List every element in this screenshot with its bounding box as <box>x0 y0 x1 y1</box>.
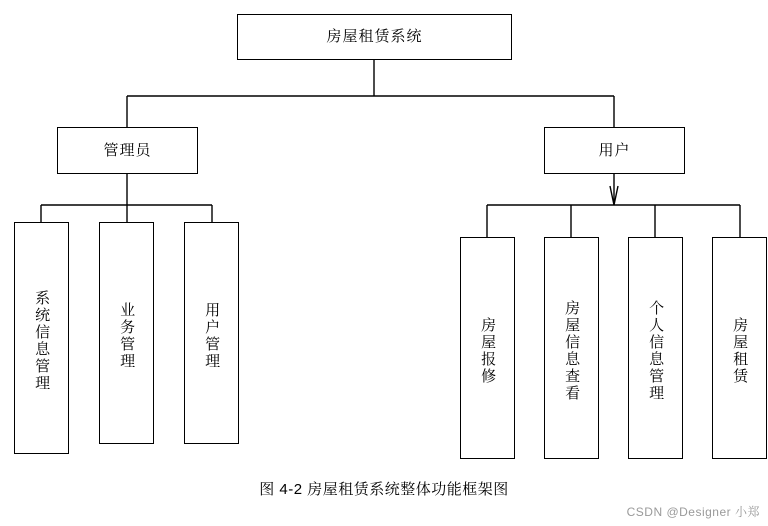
node-personal-info-management <box>628 237 683 459</box>
node-house-repair-request <box>460 237 515 459</box>
node-root <box>237 14 512 60</box>
node-house-info-view <box>544 237 599 459</box>
node-root-label: 房屋租赁系统 <box>326 28 423 46</box>
node-house-rental <box>712 237 767 459</box>
node-personal-info-management-label: 个人信息管理 <box>647 300 665 402</box>
node-user-management <box>184 222 239 444</box>
node-business-management <box>99 222 154 444</box>
node-user-management-label: 用户管理 <box>203 302 221 370</box>
node-user-label: 用户 <box>598 141 631 159</box>
node-house-rental-label: 房屋租赁 <box>731 317 749 385</box>
node-admin <box>57 127 198 174</box>
figure-caption: 图 4-2 房屋租赁系统整体功能框架图 <box>259 481 509 498</box>
node-admin-label: 管理员 <box>103 141 152 159</box>
node-house-repair-request-label: 房屋报修 <box>479 317 497 385</box>
node-user <box>544 127 685 174</box>
node-system-info-management <box>14 222 69 454</box>
node-business-management-label: 业务管理 <box>118 302 136 370</box>
node-system-info-management-label: 系统信息管理 <box>33 290 51 392</box>
watermark: CSDN @Designer 小郑 <box>626 505 760 519</box>
node-house-info-view-label: 房屋信息查看 <box>563 300 581 402</box>
